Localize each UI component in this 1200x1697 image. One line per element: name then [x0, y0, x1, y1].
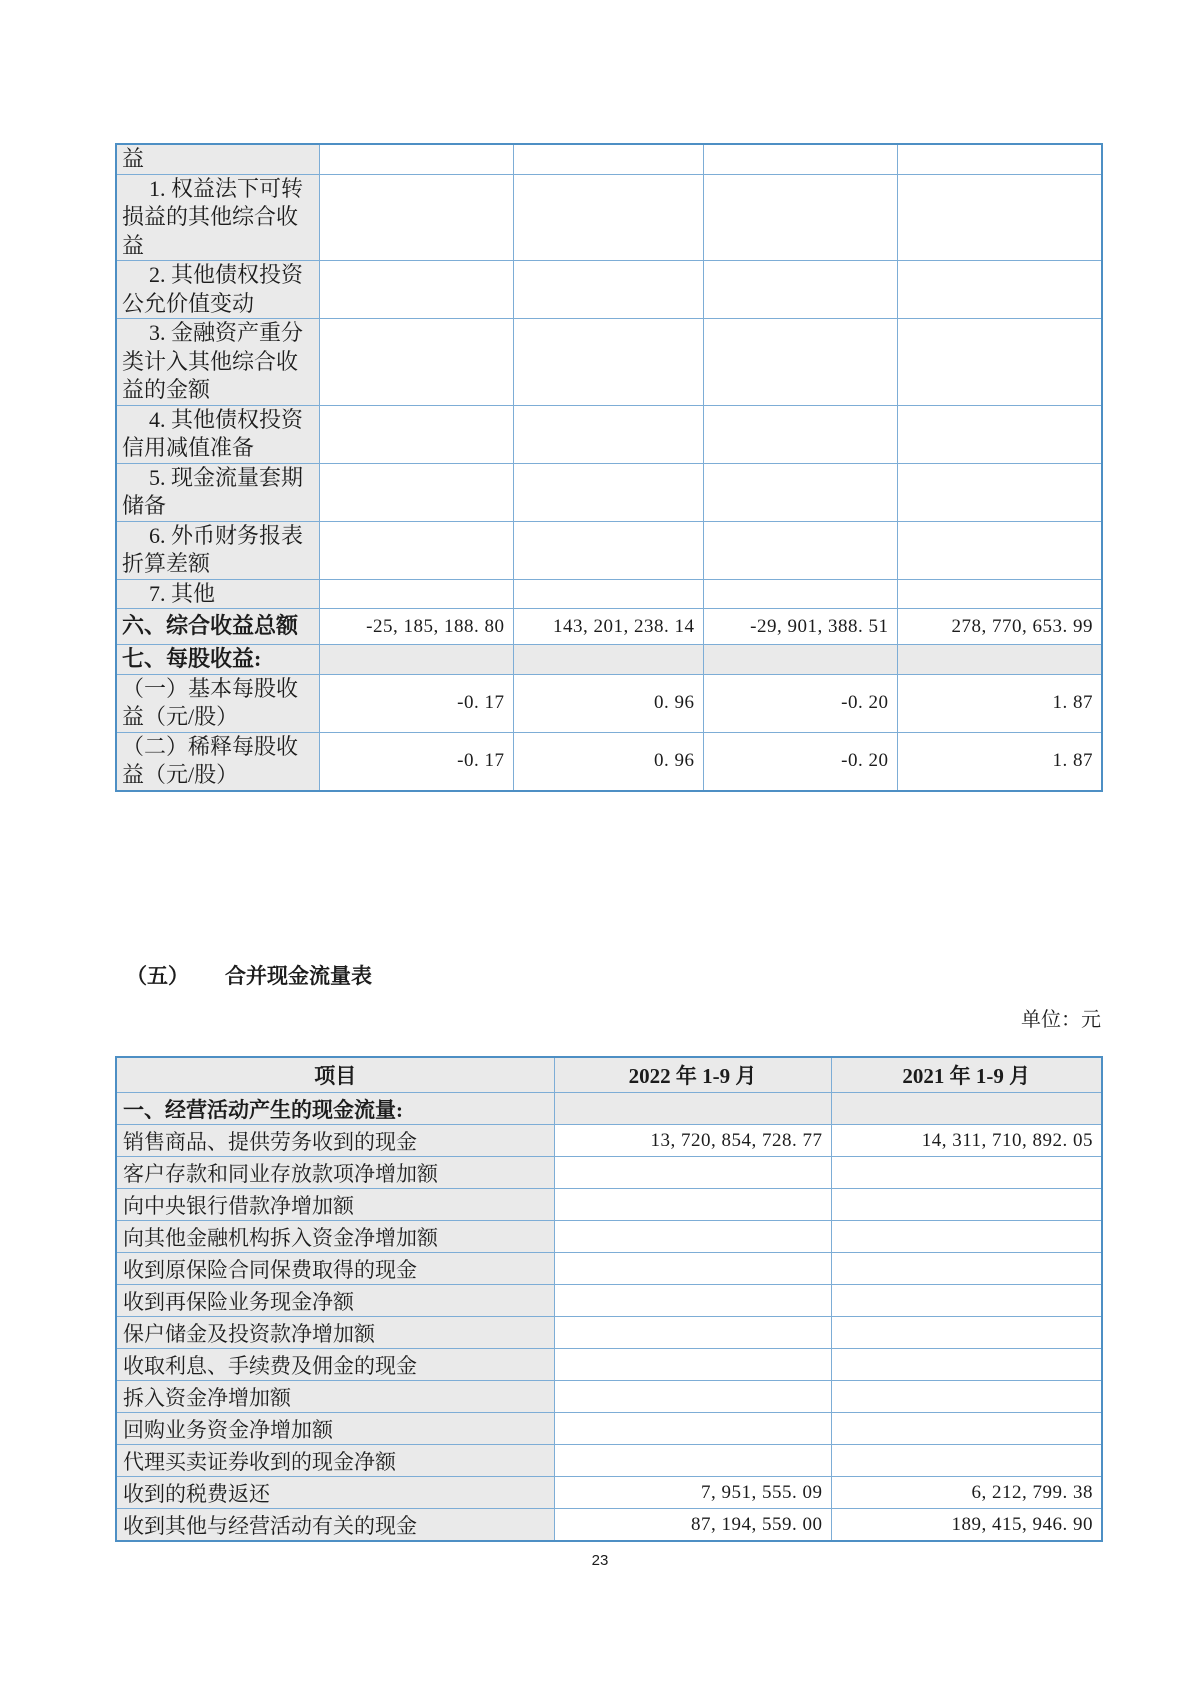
cell-value-2021	[831, 1381, 1102, 1413]
row-label: 2. 其他债权投资公允价值变动	[116, 261, 319, 319]
table-row	[116, 1253, 1102, 1285]
cell-value-2022	[554, 1445, 831, 1477]
cell-value	[513, 261, 703, 319]
row-label: 一、经营活动产生的现金流量:	[116, 1093, 554, 1125]
cell-value: 1. 87	[897, 732, 1102, 791]
cell-value-2021	[831, 1093, 1102, 1125]
cell-value-2021: 6, 212, 799. 38	[831, 1477, 1102, 1509]
table-row-tax-refunds	[116, 1477, 1102, 1509]
cell-value-2022	[554, 1189, 831, 1221]
cell-value	[319, 463, 513, 521]
row-label: 回购业务资金净增加额	[116, 1413, 554, 1445]
cell-value	[703, 645, 897, 675]
cell-value	[513, 319, 703, 406]
table-row	[116, 174, 1102, 261]
cell-value-2022	[554, 1221, 831, 1253]
table-row	[116, 521, 1102, 579]
cell-value	[319, 174, 513, 261]
cell-value-2022: 87, 194, 559. 00	[554, 1509, 831, 1542]
table-row	[116, 1285, 1102, 1317]
table-row-total-comprehensive-income	[116, 609, 1102, 645]
table-row	[116, 1413, 1102, 1445]
cash-flow-table	[115, 1056, 1103, 1542]
cell-value	[703, 579, 897, 609]
table-row-operating-activities-section	[116, 1093, 1102, 1125]
cell-value: -29, 901, 388. 51	[703, 609, 897, 645]
table-row	[116, 319, 1102, 406]
table-row-eps-section	[116, 645, 1102, 675]
row-label: 收取利息、手续费及佣金的现金	[116, 1349, 554, 1381]
cell-value: 0. 96	[513, 674, 703, 732]
row-label: 7. 其他	[116, 579, 319, 609]
cell-value	[703, 144, 897, 174]
cell-value	[897, 261, 1102, 319]
column-header-2022: 2022 年 1-9 月	[554, 1057, 831, 1093]
row-label: （一）基本每股收益（元/股）	[116, 674, 319, 732]
cell-value-2022	[554, 1157, 831, 1189]
cell-value-2021	[831, 1317, 1102, 1349]
table-row-basic-eps	[116, 674, 1102, 732]
cell-value: 278, 770, 653. 99	[897, 609, 1102, 645]
cell-value	[319, 144, 513, 174]
cell-value: -0. 20	[703, 732, 897, 791]
cell-value	[897, 521, 1102, 579]
unit-label: 单位：元	[1021, 1009, 1101, 1031]
cell-value-2021	[831, 1349, 1102, 1381]
cell-value	[703, 319, 897, 406]
cell-value-2021	[831, 1445, 1102, 1477]
cell-value-2022: 13, 720, 854, 728. 77	[554, 1125, 831, 1157]
cell-value: 1. 87	[897, 674, 1102, 732]
cell-value-2021: 14, 311, 710, 892. 05	[831, 1125, 1102, 1157]
cell-value: -25, 185, 188. 80	[319, 609, 513, 645]
cell-value-2022	[554, 1413, 831, 1445]
table-row	[116, 1157, 1102, 1189]
cell-value	[897, 174, 1102, 261]
cell-value-2021	[831, 1285, 1102, 1317]
table-row	[116, 1221, 1102, 1253]
table-row	[116, 144, 1102, 174]
row-label: 客户存款和同业存放款项净增加额	[116, 1157, 554, 1189]
row-label: 收到再保险业务现金净额	[116, 1285, 554, 1317]
table-row	[116, 1349, 1102, 1381]
section-name: 合并现金流量表	[225, 964, 372, 988]
row-label: 益	[116, 144, 319, 174]
row-label: 6. 外币财务报表折算差额	[116, 521, 319, 579]
cell-value: -0. 17	[319, 674, 513, 732]
row-label: 向其他金融机构拆入资金净增加额	[116, 1221, 554, 1253]
row-label: 七、每股收益:	[116, 645, 319, 675]
cell-value	[897, 463, 1102, 521]
table-row	[116, 1381, 1102, 1413]
row-label: 4. 其他债权投资信用减值准备	[116, 405, 319, 463]
table-row	[116, 405, 1102, 463]
row-label: （二）稀释每股收益（元/股）	[116, 732, 319, 791]
row-label: 保户储金及投资款净增加额	[116, 1317, 554, 1349]
cell-value	[703, 521, 897, 579]
table-header-row	[116, 1057, 1102, 1093]
cell-value	[319, 319, 513, 406]
cell-value-2021	[831, 1413, 1102, 1445]
table-row	[116, 1189, 1102, 1221]
cell-value	[703, 174, 897, 261]
cell-value: -0. 17	[319, 732, 513, 791]
table-row	[116, 1317, 1102, 1349]
page-number: 23	[591, 1552, 609, 1569]
table-row	[116, 261, 1102, 319]
row-label: 5. 现金流量套期储备	[116, 463, 319, 521]
cell-value-2021	[831, 1157, 1102, 1189]
cell-value	[513, 174, 703, 261]
row-label: 销售商品、提供劳务收到的现金	[116, 1125, 554, 1157]
cell-value: 0. 96	[513, 732, 703, 791]
cell-value-2021	[831, 1189, 1102, 1221]
cell-value-2022	[554, 1317, 831, 1349]
cell-value-2022	[554, 1381, 831, 1413]
section-title	[126, 960, 372, 990]
cell-value	[703, 261, 897, 319]
cell-value	[897, 144, 1102, 174]
table-row	[116, 579, 1102, 609]
cell-value-2022	[554, 1285, 831, 1317]
row-label: 向中央银行借款净增加额	[116, 1189, 554, 1221]
cell-value-2022: 7, 951, 555. 09	[554, 1477, 831, 1509]
table-row-diluted-eps	[116, 732, 1102, 791]
cell-value	[319, 579, 513, 609]
cell-value	[319, 405, 513, 463]
cell-value	[513, 521, 703, 579]
cell-value: -0. 20	[703, 674, 897, 732]
cell-value	[897, 405, 1102, 463]
row-label: 1. 权益法下可转损益的其他综合收益	[116, 174, 319, 261]
cell-value-2022	[554, 1093, 831, 1125]
cell-value-2022	[554, 1253, 831, 1285]
table-row	[116, 463, 1102, 521]
cell-value	[897, 645, 1102, 675]
row-label: 代理买卖证券收到的现金净额	[116, 1445, 554, 1477]
section-number: （五）	[126, 964, 189, 988]
comprehensive-income-table	[115, 143, 1103, 792]
cell-value	[897, 579, 1102, 609]
cell-value-2021	[831, 1253, 1102, 1285]
cell-value	[319, 261, 513, 319]
table-row	[116, 1445, 1102, 1477]
row-label: 3. 金融资产重分类计入其他综合收益的金额	[116, 319, 319, 406]
cell-value-2021	[831, 1221, 1102, 1253]
row-label: 拆入资金净增加额	[116, 1381, 554, 1413]
row-label: 收到其他与经营活动有关的现金	[116, 1509, 554, 1542]
table-row	[116, 1125, 1102, 1157]
cell-value: 143, 201, 238. 14	[513, 609, 703, 645]
cell-value	[703, 463, 897, 521]
cell-value	[319, 521, 513, 579]
cell-value	[513, 579, 703, 609]
column-header-2021: 2021 年 1-9 月	[831, 1057, 1102, 1093]
cell-value	[513, 144, 703, 174]
cell-value	[319, 645, 513, 675]
cell-value	[513, 405, 703, 463]
cell-value	[513, 463, 703, 521]
column-header-item: 项目	[116, 1057, 554, 1093]
row-label: 收到原保险合同保费取得的现金	[116, 1253, 554, 1285]
cell-value-2022	[554, 1349, 831, 1381]
cell-value	[897, 319, 1102, 406]
cell-value	[703, 405, 897, 463]
cell-value-2021: 189, 415, 946. 90	[831, 1509, 1102, 1542]
row-label: 六、综合收益总额	[116, 609, 319, 645]
table-row-other-operating-cash	[116, 1509, 1102, 1542]
cell-value	[513, 645, 703, 675]
row-label: 收到的税费返还	[116, 1477, 554, 1509]
